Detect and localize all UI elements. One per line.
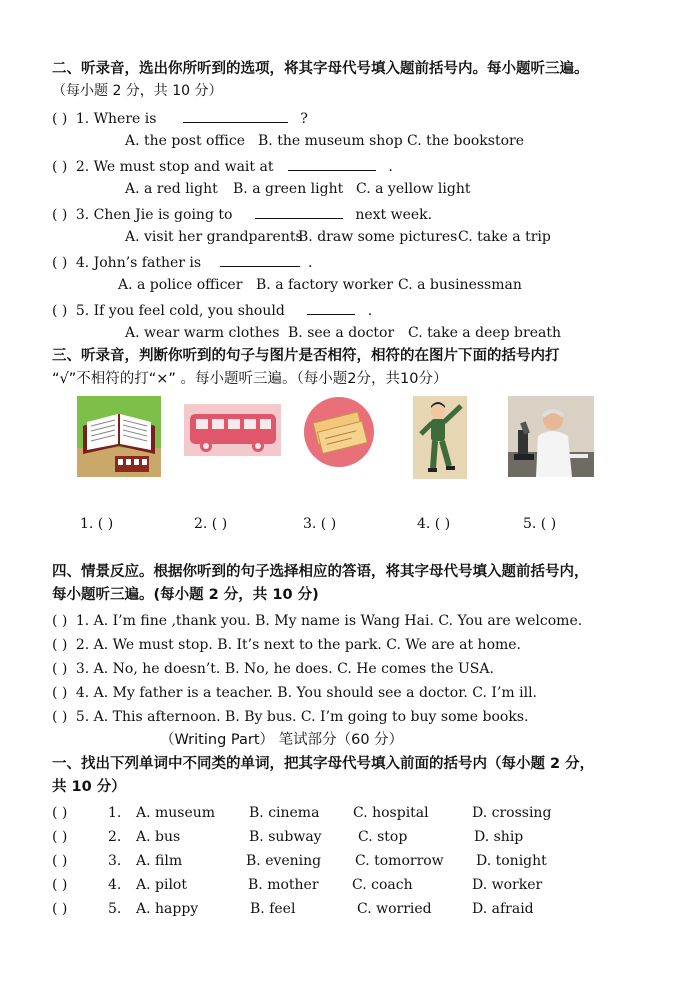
option-b: B. evening	[246, 853, 322, 869]
s2-q4	[52, 252, 312, 272]
tickets-icon	[304, 397, 374, 467]
question-text: 1. A. I’m fine ,thank you. B. My name is Wang Hai. C. You are welcome.	[75, 613, 583, 629]
option-d: D. ship	[474, 829, 524, 845]
option-a: A. the post office	[125, 133, 246, 149]
question-stem-end: next week.	[355, 207, 433, 223]
s4-q5	[52, 708, 528, 726]
option-c: C. take a deep breath	[408, 325, 561, 341]
question-stem-end: .	[367, 303, 373, 319]
section2-title: 二、听录音，选出你所听到的选项，将其字母代号填入题前括号内。每小题听三遍。	[52, 61, 589, 77]
option-b: B. the museum shop	[258, 133, 403, 149]
option-b: B. a factory worker	[256, 277, 394, 293]
section2-note: （每小题 2 分，共 10 分）	[52, 83, 223, 99]
question-stem-end: .	[307, 255, 313, 271]
option-d: D. afraid	[472, 901, 534, 917]
option-b: B. feel	[250, 901, 296, 917]
option-a: A. a police officer	[118, 277, 243, 293]
option-c: C. stop	[358, 829, 408, 845]
s2-q1	[52, 108, 308, 128]
s2-q3	[52, 204, 432, 224]
question-stem-end: ?	[300, 111, 308, 127]
row-number: 4.	[108, 877, 122, 893]
section3-title: 三、听录音，判断你听到的句子与图片是否相符，相符的在图片下面的括号内打	[52, 348, 560, 364]
option-a: A. museum	[136, 805, 216, 821]
option-c: C. coach	[352, 877, 413, 893]
option-d: D. crossing	[472, 805, 552, 821]
picture-answer-3[interactable]: 3. ( )	[303, 516, 337, 532]
answer-paren[interactable]: ( )	[52, 111, 68, 127]
writing-section1-title: 一、找出下列单词中不同类的单词，把其字母代号填入前面的括号内（每小题 2 分，	[52, 756, 595, 772]
question-text: 3. A. No, he doesn’t. B. No, he does. C. He comes the USA.	[75, 661, 494, 677]
answer-paren[interactable]: ( )	[52, 709, 68, 725]
question-stem: 1. Where is	[75, 111, 157, 127]
answer-paren[interactable]: ( )	[52, 159, 68, 175]
question-stem: 5. If you feel cold, you should	[75, 303, 285, 319]
question-stem: 4. John’s father is	[75, 255, 202, 271]
answer-paren[interactable]: ( )	[52, 901, 68, 917]
answer-paren[interactable]: ( )	[52, 303, 68, 319]
option-a: A. film	[136, 853, 183, 869]
section4-title-2: 每小题听三遍。(每小题 2 分，共 10 分)	[52, 587, 319, 603]
picture-answer-4[interactable]: 4. ( )	[417, 516, 451, 532]
answer-paren[interactable]: ( )	[52, 613, 68, 629]
answer-paren[interactable]: ( )	[52, 661, 68, 677]
answer-paren[interactable]: ( )	[52, 877, 68, 893]
option-c: C. a yellow light	[356, 181, 471, 197]
answer-paren[interactable]: ( )	[52, 255, 68, 271]
answer-paren[interactable]: ( )	[52, 685, 68, 701]
answer-blank[interactable]	[183, 108, 288, 123]
question-text: 4. A. My father is a teacher. B. You should see a doctor. C. I’m ill.	[75, 685, 537, 701]
answer-paren[interactable]: ( )	[52, 853, 68, 869]
option-b: B. cinema	[249, 805, 320, 821]
s2-q5	[52, 300, 372, 320]
option-d: D. worker	[472, 877, 543, 893]
question-stem: 2. We must stop and wait at	[75, 159, 274, 175]
section3-title-2: “√”不相符的打“×” 。每小题听三遍。（每小题2分，共10分）	[52, 371, 448, 387]
s4-q2	[52, 636, 521, 654]
row-number: 3.	[108, 853, 122, 869]
option-c: C. hospital	[353, 805, 429, 821]
picture-answer-1[interactable]: 1. ( )	[80, 516, 114, 532]
open-book-icon	[77, 396, 161, 477]
answer-blank[interactable]	[220, 252, 300, 267]
answer-paren[interactable]: ( )	[52, 637, 68, 653]
option-a: A. bus	[136, 829, 181, 845]
question-stem-end: .	[388, 159, 393, 175]
answer-paren[interactable]: ( )	[52, 805, 68, 821]
row-number: 5.	[108, 901, 122, 917]
s4-q1	[52, 612, 582, 630]
option-c: C. take a trip	[458, 229, 551, 245]
option-a: A. pilot	[136, 877, 187, 893]
picture-answer-5[interactable]: 5. ( )	[523, 516, 557, 532]
row-number: 1.	[108, 805, 122, 821]
writing-part-heading: （Writing Part） 笔试部分（60 分）	[160, 732, 404, 748]
answer-blank[interactable]	[288, 156, 376, 171]
option-a: A. happy	[136, 901, 199, 917]
question-text: 2. A. We must stop. B. It’s next to the park. C. We are at home.	[75, 637, 522, 653]
question-text: 5. A. This afternoon. B. By bus. C. I’m going to buy some books.	[75, 709, 529, 725]
writing-section1-title-2: 共 10 分）	[52, 779, 126, 795]
question-stem: 3. Chen Jie is going to	[75, 207, 233, 223]
option-a: A. a red light	[125, 181, 218, 197]
answer-blank[interactable]	[255, 204, 343, 219]
s4-q3	[52, 660, 494, 678]
option-c: C. the bookstore	[407, 133, 525, 149]
option-c: C. tomorrow	[355, 853, 444, 869]
picture-answer-2[interactable]: 2. ( )	[194, 516, 228, 532]
option-a: A. wear warm clothes	[125, 325, 280, 341]
row-number: 2.	[108, 829, 122, 845]
s4-q4	[52, 684, 537, 702]
bus-icon	[184, 404, 281, 456]
kung-fu-boy-icon	[413, 396, 467, 479]
option-b: B. see a doctor	[288, 325, 395, 341]
option-c: C. worried	[357, 901, 432, 917]
option-d: D. tonight	[476, 853, 547, 869]
option-b: B. draw some pictures	[298, 229, 458, 245]
option-b: B. mother	[248, 877, 319, 893]
option-b: B. subway	[249, 829, 322, 845]
answer-blank[interactable]	[307, 300, 355, 315]
option-b: B. a green light	[233, 181, 344, 197]
scientist-microscope-icon	[508, 396, 594, 477]
option-a: A. visit her grandparents	[125, 229, 303, 245]
s2-q2	[52, 156, 393, 176]
option-c: C. a businessman	[398, 277, 522, 293]
answer-paren[interactable]: ( )	[52, 207, 68, 223]
answer-paren[interactable]: ( )	[52, 829, 68, 845]
section4-title: 四、情景反应。根据你听到的句子选择相应的答语，将其字母代号填入题前括号内，	[52, 564, 589, 580]
